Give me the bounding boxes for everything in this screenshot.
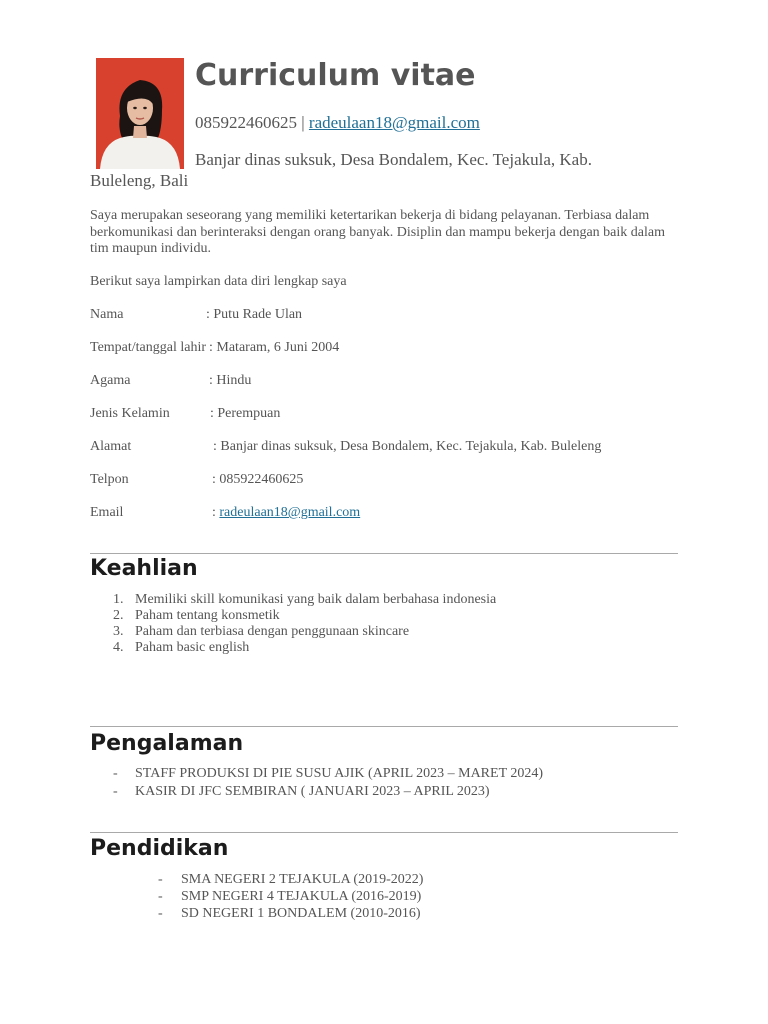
list-marker: - <box>158 872 163 887</box>
personal-label: Nama <box>90 307 124 322</box>
list-marker: - <box>113 784 118 799</box>
personal-value <box>212 505 360 521</box>
personal-row-alamat <box>90 439 602 455</box>
personal-label: Jenis Kelamin <box>90 406 170 421</box>
intro-lead: Berikut saya lampirkan data diri lengkap saya <box>90 274 347 289</box>
list-marker: 2. <box>113 608 124 623</box>
personal-value: : Hindu <box>209 373 252 388</box>
list-item: SD NEGERI 1 BONDALEM (2010-2016) <box>181 906 421 921</box>
section-heading-pendidikan: Pendidikan <box>90 836 229 861</box>
list-item: SMA NEGERI 2 TEJAKULA (2019-2022) <box>181 872 424 887</box>
personal-label: Agama <box>90 373 131 388</box>
email-link[interactable]: radeulaan18@gmail.com <box>219 505 361 520</box>
personal-value: : Putu Rade Ulan <box>206 307 303 322</box>
personal-label: Email <box>90 505 124 520</box>
list-marker: - <box>158 889 163 904</box>
personal-row-jenis-kelamin <box>90 406 281 422</box>
page-title: Curriculum vitae <box>195 58 476 93</box>
list-marker: - <box>158 906 163 921</box>
contact-line <box>195 112 480 134</box>
personal-row-agama <box>90 373 252 389</box>
personal-row-telpon <box>90 472 304 488</box>
list-item: STAFF PRODUKSI DI PIE SUSU AJIK (APRIL 2023 – MARET 2024) <box>135 766 544 781</box>
section-divider <box>90 553 678 554</box>
section-heading-keahlian: Keahlian <box>90 556 198 581</box>
list-marker: - <box>113 766 118 781</box>
list-item: Memiliki skill komunikasi yang baik dalam berbahasa indonesia <box>135 592 497 607</box>
personal-value: : Banjar dinas suksuk, Desa Bondalem, Kec. Tejakula, Kab. Buleleng <box>213 439 602 454</box>
personal-row-ttl <box>90 340 340 356</box>
list-item: Paham dan terbiasa dengan penggunaan skincare <box>135 624 410 639</box>
section-divider <box>90 832 678 833</box>
list-marker: 4. <box>113 640 124 655</box>
list-item: KASIR DI JFC SEMBIRAN ( JANUARI 2023 – APRIL 2023) <box>135 784 490 799</box>
personal-value: : Mataram, 6 Juni 2004 <box>209 340 340 355</box>
phone-number: 085922460625 <box>195 113 297 132</box>
list-item: Paham tentang konsmetik <box>135 608 280 623</box>
list-marker: 3. <box>113 624 124 639</box>
list-item: SMP NEGERI 4 TEJAKULA (2016-2019) <box>181 889 422 904</box>
list-item: Paham basic english <box>135 640 250 655</box>
list-marker: 1. <box>113 592 124 607</box>
section-heading-pengalaman: Pengalaman <box>90 731 244 756</box>
address-line-1: Banjar dinas suksuk, Desa Bondalem, Kec. Tejakula, Kab. <box>195 150 592 169</box>
personal-label: Alamat <box>90 439 132 454</box>
personal-value: : Perempuan <box>210 406 281 421</box>
profile-photo <box>96 58 184 169</box>
personal-value: : 085922460625 <box>212 472 304 487</box>
personal-row-nama <box>90 307 303 323</box>
personal-row-email <box>90 505 361 521</box>
personal-label: Telpon <box>90 472 129 487</box>
section-divider <box>90 726 678 727</box>
personal-label: Tempat/tanggal lahir <box>90 340 207 355</box>
contact-separator: | <box>301 113 305 132</box>
personal-value-prefix: : <box>212 505 220 520</box>
intro-paragraph: Saya merupakan seseorang yang memiliki ketertarikan bekerja di bidang pelayanan. Terbiasa dalam berkomunikasi dan berinteraksi dengan orang banyak. Disiplin dan mampu bekerja dengan baik dalam tim maupun individu. <box>90 208 665 257</box>
email-link[interactable]: radeulaan18@gmail.com <box>308 113 480 132</box>
address-line-2: Buleleng, Bali <box>90 171 189 190</box>
